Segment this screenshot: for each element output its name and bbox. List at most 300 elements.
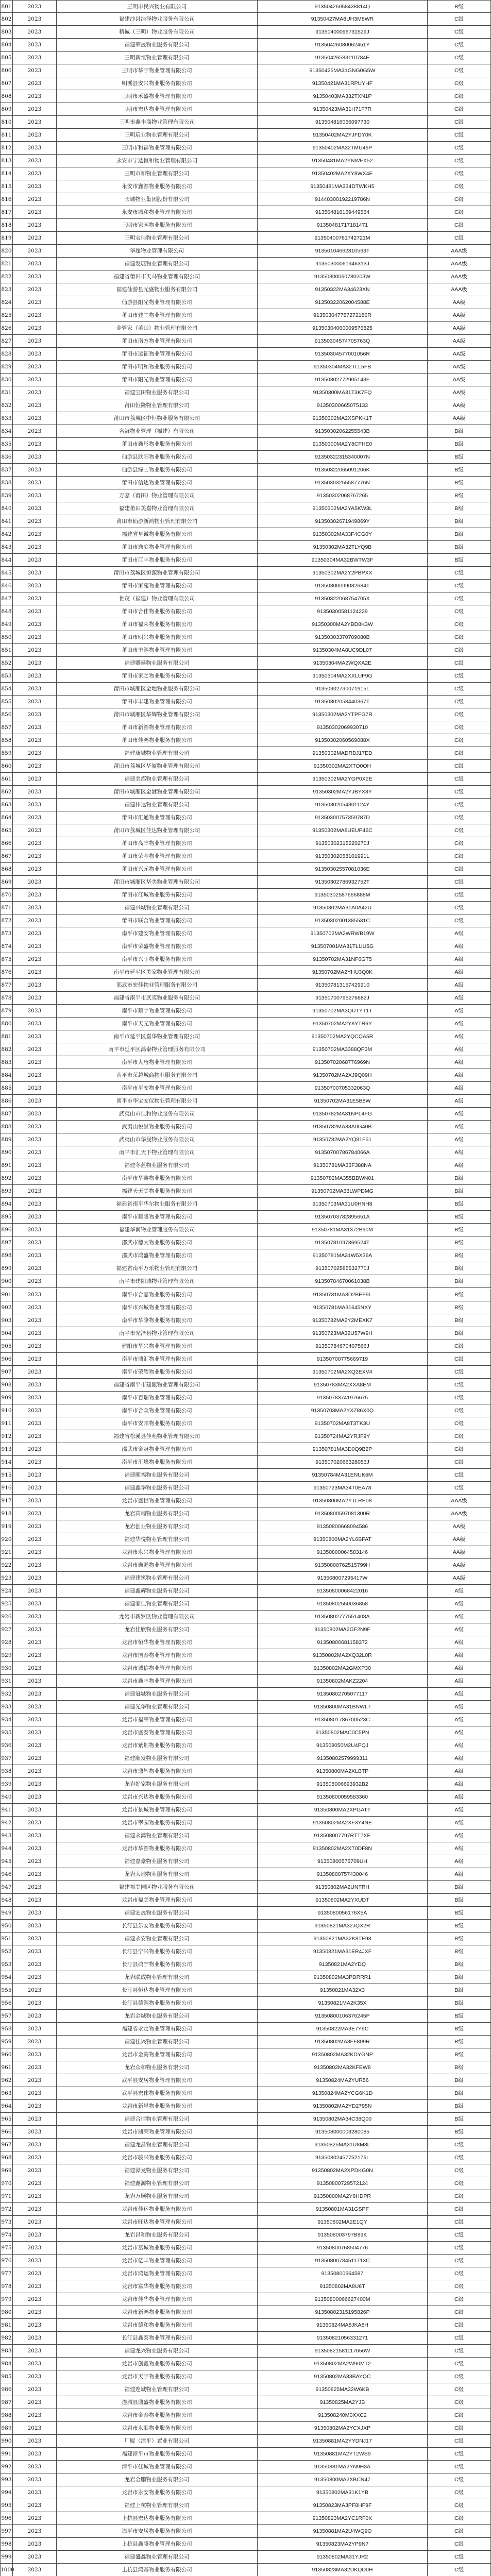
rating-grade: A级: [428, 1675, 491, 1688]
row-number: 834: [0, 425, 13, 438]
table-row: [0, 1804, 491, 1817]
rating-grade: AA级: [428, 348, 491, 361]
rating-grade: C级: [428, 2280, 491, 2293]
rating-grade: A级: [428, 1701, 491, 1714]
credit-code: 91350800MA2XBCN47: [258, 2473, 428, 2486]
year: 2023: [13, 0, 57, 13]
table-row: [0, 451, 491, 464]
rating-grade: C级: [428, 1482, 491, 1495]
rating-grade: C级: [428, 155, 491, 167]
company-name: 三明市民兴物业有限公司: [57, 0, 258, 13]
year: 2023: [13, 966, 57, 979]
rating-grade: A级: [428, 1765, 491, 1778]
company-name: 龙岩市新罗区物业管理有限公司: [57, 1611, 258, 1623]
row-number: 850: [0, 631, 13, 644]
credit-code: 91350302786932752T: [258, 876, 428, 889]
rating-grade: C级: [428, 824, 491, 837]
rating-grade: A级: [428, 1005, 491, 1018]
year: 2023: [13, 1726, 57, 1739]
credit-code: 91350783741976675: [258, 1392, 428, 1404]
company-name: 莆田市明兴物业服务有限公司: [57, 631, 258, 644]
credit-code: 91350302671949869Y: [258, 515, 428, 528]
row-number: 895: [0, 1211, 13, 1224]
company-name: 福建永鸿物业管理有限公司: [57, 1829, 258, 1842]
row-number: 823: [0, 283, 13, 296]
rating-grade: C级: [428, 773, 491, 786]
year: 2023: [13, 116, 57, 129]
credit-code: 9135080056176X5A: [258, 1907, 428, 1920]
rating-grade: A级: [428, 1611, 491, 1623]
row-number: 949: [0, 1907, 13, 1920]
year: 2023: [13, 554, 57, 567]
rating-grade: C级: [428, 914, 491, 927]
rating-grade: AAA级: [428, 1507, 491, 1520]
table-row: [0, 1920, 491, 1933]
year: 2023: [13, 605, 57, 618]
credit-code: 91350802MA2XT0DF8N: [258, 1842, 428, 1855]
company-name: 福建鑫源物业管理有限公司: [57, 2177, 258, 2190]
credit-code: 91350302MA32TLYQ9B: [258, 541, 428, 554]
company-name: 福建合信物业管理有限公司: [57, 2113, 258, 2126]
company-name: 福建光华物业管理有限公司: [57, 1701, 258, 1714]
credit-code: 91350702068776969N: [258, 1056, 428, 1069]
company-name: 福建顺福物业服务有限公司: [57, 1469, 258, 1482]
company-name: 莆田市丰源物业管理有限公司: [57, 644, 258, 657]
year: 2023: [13, 2306, 57, 2319]
credit-code: 91350800MA31BNWL7: [258, 1701, 428, 1714]
company-name: 龙岩市富华物业服务有限公司: [57, 2280, 258, 2293]
credit-code: 91350481MA334DTWKH5: [258, 180, 428, 193]
table-row: [0, 1701, 491, 1714]
table-row: [0, 1082, 491, 1095]
company-name: 莆田市城厢区华美物业管理有限公司: [57, 876, 258, 889]
table-row: [0, 1572, 491, 1585]
rating-grade: C级: [428, 721, 491, 734]
rating-grade: AAA级: [428, 245, 491, 258]
rating-grade: B级: [428, 1907, 491, 1920]
rating-grade: B级: [428, 489, 491, 502]
year: 2023: [13, 451, 57, 464]
row-number: 987: [0, 2396, 13, 2409]
row-number: 957: [0, 2010, 13, 2023]
rating-grade: B级: [428, 451, 491, 464]
credit-code: 913508000003280085: [258, 2126, 428, 2139]
rating-grade: B级: [428, 2087, 491, 2100]
year: 2023: [13, 657, 57, 670]
company-name: 南平市顺隆物业管理有限公司: [57, 1211, 258, 1224]
table-row: [0, 64, 491, 77]
row-number: 835: [0, 438, 13, 451]
credit-code: 91350821MA2K35X: [258, 1997, 428, 2010]
table-row: [0, 1404, 491, 1417]
row-number: 904: [0, 1327, 13, 1340]
rating-grade: AA级: [428, 322, 491, 335]
row-number: 917: [0, 1495, 13, 1507]
rating-grade: C级: [428, 1340, 491, 1353]
table-row: [0, 1005, 491, 1018]
year: 2023: [13, 515, 57, 528]
row-number: 932: [0, 1688, 13, 1701]
row-number: 855: [0, 696, 13, 708]
credit-code: 91350782MA31NPL4FG: [258, 1108, 428, 1121]
year: 2023: [13, 1236, 57, 1249]
year: 2023: [13, 850, 57, 863]
row-number: 812: [0, 142, 13, 155]
rating-grade: AA级: [428, 374, 491, 386]
table-row: [0, 2499, 491, 2512]
table-row: [0, 1842, 491, 1855]
table-row: [0, 1675, 491, 1688]
year: 2023: [13, 876, 57, 889]
company-name: 龙岩市盛世物业管理有限公司: [57, 1495, 258, 1507]
company-name: 福建家佳物业管理有限公司: [57, 1598, 258, 1611]
table-row: [0, 1121, 491, 1133]
table-row: [0, 992, 491, 1005]
table-row: [0, 245, 491, 258]
rating-grade: AA级: [428, 1546, 491, 1559]
credit-code: 91350821056331271: [258, 2332, 428, 2345]
table-row: [0, 1714, 491, 1726]
year: 2023: [13, 1907, 57, 1920]
company-name: 三明市鑫丰商物业管理有限公司: [57, 116, 258, 129]
row-number: 921: [0, 1546, 13, 1559]
company-name: 南平市兴城物业管理有限公司: [57, 1301, 258, 1314]
rating-grade: C级: [428, 567, 491, 580]
year: 2023: [13, 683, 57, 696]
row-number: 821: [0, 258, 13, 270]
credit-code: 91350302054301124Y: [258, 799, 428, 811]
row-number: 852: [0, 657, 13, 670]
row-number: 974: [0, 2229, 13, 2242]
table-row: [0, 2345, 491, 2358]
company-name: 龙岩市紫荆物业服务有限公司: [57, 1739, 258, 1752]
row-number: 876: [0, 966, 13, 979]
year: 2023: [13, 2100, 57, 2113]
table-row: [0, 2448, 491, 2461]
year: 2023: [13, 167, 57, 180]
rating-grade: B级: [428, 1249, 491, 1262]
rating-grade: A级: [428, 1714, 491, 1726]
rating-grade: C级: [428, 2396, 491, 2409]
table-row: [0, 2010, 491, 2023]
credit-code: 913507813157429910: [258, 979, 428, 992]
company-name: 龙岩市旺达物业管理有限公司: [57, 2216, 258, 2229]
rating-grade: C级: [428, 799, 491, 811]
table-row: [0, 1417, 491, 1430]
credit-code: 91350823MA3PF8HF9F: [258, 2499, 428, 2512]
year: 2023: [13, 580, 57, 592]
row-number: 883: [0, 1056, 13, 1069]
company-name: 南平市大唐物业管理有限公司: [57, 1056, 258, 1069]
row-number: 885: [0, 1082, 13, 1095]
company-name: 莆田市家苑物业管理有限公司: [57, 580, 258, 592]
credit-code: 91350302790071915L: [258, 683, 428, 696]
table-row: [0, 1366, 491, 1379]
table-row: [0, 1778, 491, 1791]
company-name: 莆田市阳光物业管理有限公司: [57, 374, 258, 386]
row-number: 807: [0, 77, 13, 90]
credit-code: 91350800681158372: [258, 1636, 428, 1649]
company-name: 龙岩金城物业服务有限公司: [57, 2010, 258, 2023]
company-name: 福建华南物业管理服务有限公司: [57, 1224, 258, 1236]
year: 2023: [13, 142, 57, 155]
rating-grade: C级: [428, 39, 491, 52]
company-name: 邵武市鸿盛物业管理有限公司: [57, 1249, 258, 1262]
year: 2023: [13, 1211, 57, 1224]
year: 2023: [13, 760, 57, 773]
credit-code: 91350481717181471: [258, 219, 428, 232]
rating-grade: A级: [428, 1018, 491, 1030]
row-number: 940: [0, 1791, 13, 1804]
company-name: 南平市鼎汇物业管理有限公司: [57, 1353, 258, 1366]
rating-grade: B级: [428, 1971, 491, 1984]
row-number: 817: [0, 206, 13, 219]
rating-grade: B级: [428, 2048, 491, 2061]
row-number: 929: [0, 1649, 13, 1662]
company-name: 莆田市荣金物业管理有限公司: [57, 850, 258, 863]
year: 2023: [13, 1005, 57, 1018]
credit-code: 91350302557081036E: [258, 863, 428, 876]
company-name: 莆田市荔城区中恒物业服务有限公司: [57, 412, 258, 425]
year: 2023: [13, 1572, 57, 1585]
table-row: [0, 927, 491, 940]
company-name: 莆田市高丰物业管理有限公司: [57, 837, 258, 850]
company-name: 南平市汇峰物业服务有限公司: [57, 1456, 258, 1469]
year: 2023: [13, 1249, 57, 1262]
table-row: [0, 2293, 491, 2306]
row-number: 950: [0, 1920, 13, 1933]
table-row: [0, 232, 491, 245]
credit-code: 91350302MA2YJBYX3Y: [258, 786, 428, 799]
company-name: 仙游县绿士物业服务有限公司: [57, 464, 258, 477]
credit-code: 91350802MA2GMXP30: [258, 1662, 428, 1675]
credit-code: 91350782MA33A0G40B: [258, 1121, 428, 1133]
row-number: 802: [0, 13, 13, 26]
row-number: 980: [0, 2306, 13, 2319]
year: 2023: [13, 1791, 57, 1804]
rating-grade: B级: [428, 1275, 491, 1288]
rating-grade: B级: [428, 2023, 491, 2036]
year: 2023: [13, 1507, 57, 1520]
year: 2023: [13, 2396, 57, 2409]
table-row: [0, 1997, 491, 2010]
row-number: 983: [0, 2345, 13, 2358]
table-row: [0, 2409, 491, 2422]
year: 2023: [13, 1172, 57, 1185]
year: 2023: [13, 438, 57, 451]
year: 2023: [13, 2345, 57, 2358]
table-row: [0, 747, 491, 760]
year: 2023: [13, 2435, 57, 2448]
row-number: 997: [0, 2525, 13, 2538]
rating-grade: C级: [428, 90, 491, 103]
table-row: [0, 1340, 491, 1353]
year: 2023: [13, 1662, 57, 1675]
row-number: 869: [0, 876, 13, 889]
row-number: 947: [0, 1881, 13, 1894]
row-number: 897: [0, 1236, 13, 1249]
rating-grade: A级: [428, 1108, 491, 1121]
table-row: [0, 489, 491, 502]
table-row: [0, 1262, 491, 1275]
rating-grade: B级: [428, 1984, 491, 1997]
rating-grade: A级: [428, 1146, 491, 1159]
company-name: 福建宏晟物业服务有限公司: [57, 1907, 258, 1920]
year: 2023: [13, 567, 57, 580]
row-number: 890: [0, 1146, 13, 1159]
year: 2023: [13, 592, 57, 605]
rating-grade: C级: [428, 2216, 491, 2229]
table-row: [0, 605, 491, 618]
row-number: 912: [0, 1430, 13, 1443]
company-name: 莆田市城厢区金港物业管理有限公司: [57, 786, 258, 799]
year: 2023: [13, 2551, 57, 2564]
table-row: [0, 77, 491, 90]
company-name: 福建鑫辉物业服务有限公司: [57, 1585, 258, 1598]
year: 2023: [13, 1430, 57, 1443]
year: 2023: [13, 2538, 57, 2551]
company-name: 福建发展物业管理有限公司: [57, 258, 258, 270]
row-number: 906: [0, 1353, 13, 1366]
year: 2023: [13, 348, 57, 361]
company-name: 莆田市城厢区金地物业服务有限公司: [57, 683, 258, 696]
table-row: [0, 2370, 491, 2383]
row-number: 998: [0, 2538, 13, 2551]
credit-code: 91350303370709080B: [258, 631, 428, 644]
table-row: [0, 2267, 491, 2280]
credit-code: 913508240M0XXC2: [258, 2409, 428, 2422]
rating-grade: B级: [428, 2126, 491, 2139]
table-row: [0, 1095, 491, 1108]
company-name: 福建康城物业管理有限公司: [57, 747, 258, 760]
row-number: 877: [0, 979, 13, 992]
rating-grade: C级: [428, 2499, 491, 2512]
row-number: 961: [0, 2061, 13, 2074]
row-number: 880: [0, 1018, 13, 1030]
credit-code: 91350304MA2XXLUF9G: [258, 670, 428, 683]
year: 2023: [13, 696, 57, 708]
table-row: [0, 1379, 491, 1392]
row-number: 959: [0, 2036, 13, 2048]
year: 2023: [13, 2448, 57, 2461]
credit-code: 91350800784511713C: [258, 2255, 428, 2267]
row-number: 910: [0, 1404, 13, 1417]
company-name: 福建宝田物业服务有限公司: [57, 386, 258, 399]
year: 2023: [13, 992, 57, 1005]
rating-grade: B级: [428, 1289, 491, 1301]
row-number: 984: [0, 2358, 13, 2370]
rating-grade: C级: [428, 837, 491, 850]
table-row: [0, 863, 491, 876]
company-name: 莆田市家之物业服务有限公司: [57, 670, 258, 683]
row-number: 937: [0, 1752, 13, 1765]
company-name: 福建冬蓝物业服务有限公司: [57, 1159, 258, 1172]
credit-code: 91350800768504776: [258, 2242, 428, 2255]
company-name: 龙岩众和物业服务有限公司: [57, 2061, 258, 2074]
row-number: 962: [0, 2074, 13, 2087]
year: 2023: [13, 914, 57, 927]
company-name: 龙岩市永兴物业管理有限公司: [57, 1546, 258, 1559]
rating-grade: A级: [428, 1585, 491, 1598]
year: 2023: [13, 1559, 57, 1572]
rating-grade: C级: [428, 696, 491, 708]
credit-code: 91350703MA2YXZ86X0Q: [258, 1404, 428, 1417]
row-number: 901: [0, 1289, 13, 1301]
credit-code: 91350304574705763Q: [258, 335, 428, 348]
year: 2023: [13, 2242, 57, 2255]
year: 2023: [13, 2370, 57, 2383]
year: 2023: [13, 1392, 57, 1404]
company-name: 龙岩市福美物业管理有限公司: [57, 1894, 258, 1907]
credit-code: 91350781MA3D2BEF9L: [258, 1289, 428, 1301]
table-row: [0, 2538, 491, 2551]
credit-code: 91350400761742721M: [258, 232, 428, 245]
company-name: 龙岩市兴达物业服务有限公司: [57, 1791, 258, 1804]
credit-code: 91350402MA2YJFDY0K: [258, 129, 428, 142]
table-row: [0, 1069, 491, 1082]
year: 2023: [13, 361, 57, 374]
table-row: [0, 502, 491, 515]
year: 2023: [13, 2048, 57, 2061]
credit-code: 91350702MA8T3TK3U: [258, 1417, 428, 1430]
year: 2023: [13, 2216, 57, 2229]
company-name: 福建荣晟物业服务有限公司: [57, 39, 258, 52]
year: 2023: [13, 2203, 57, 2216]
company-name: 莆田市联合物业管理有限公司: [57, 914, 258, 927]
credit-code: 91350800MA2XLBTP: [258, 1765, 428, 1778]
row-number: 881: [0, 1030, 13, 1043]
credit-code: 91350800664587: [258, 2267, 428, 2280]
table-row: [0, 914, 491, 927]
table-row: [0, 1559, 491, 1572]
company-name: 福建连城物业管理有限公司: [57, 2383, 258, 2396]
year: 2023: [13, 747, 57, 760]
table-row: [0, 2396, 491, 2409]
table-row: [0, 1507, 491, 1520]
credit-code: 91350302MA2YTPFG7R: [258, 708, 428, 721]
credit-code: 91350702MA2YQCQA5R: [258, 1030, 428, 1043]
year: 2023: [13, 1855, 57, 1868]
rating-grade: AA级: [428, 1559, 491, 1572]
credit-code: 91350300099082684T: [258, 580, 428, 592]
credit-code: 91350724MA2YRJF9Y: [258, 1430, 428, 1443]
table-row: [0, 1030, 491, 1043]
row-number: 918: [0, 1507, 13, 1520]
credit-code: 91350802MA3FF809R: [258, 2036, 428, 2048]
company-name: 永安市宁达恒和物业管理有限公司: [57, 155, 258, 167]
table-row: [0, 2061, 491, 2074]
company-name: 莆田市远征物业管理有限公司: [57, 348, 258, 361]
rating-grade: A级: [428, 1159, 491, 1172]
company-name: 龙岩市金湾物业管理有限公司: [57, 2048, 258, 2061]
company-name: 三明市和物业管理有限公司: [57, 167, 258, 180]
year: 2023: [13, 1894, 57, 1907]
table-row: [0, 1043, 491, 1056]
rating-grade: A级: [428, 1842, 491, 1855]
year: 2023: [13, 1533, 57, 1546]
row-number: 810: [0, 116, 13, 129]
rating-grade: AA级: [428, 335, 491, 348]
row-number: 841: [0, 515, 13, 528]
year: 2023: [13, 1185, 57, 1198]
table-row: [0, 2280, 491, 2293]
row-number: 903: [0, 1314, 13, 1327]
credit-code: 91350702MA2XJ9Q09H: [258, 1069, 428, 1082]
year: 2023: [13, 1043, 57, 1056]
row-number: 894: [0, 1198, 13, 1211]
row-number: 805: [0, 52, 13, 64]
company-name: 龙岩昌和物业服务有限公司: [57, 2229, 258, 2242]
